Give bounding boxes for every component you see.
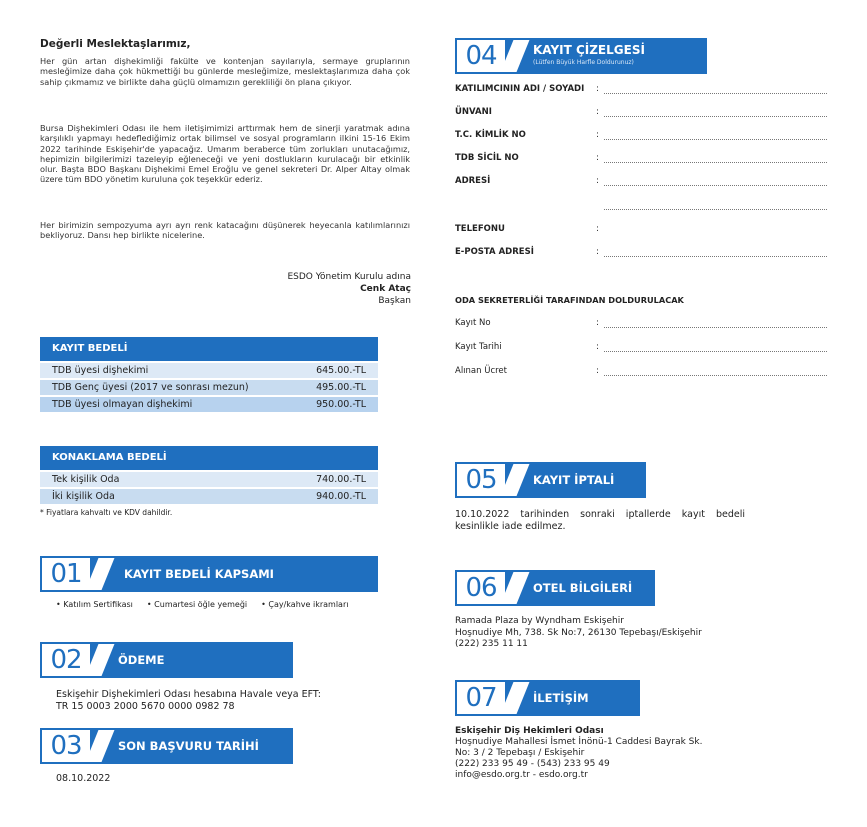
contact-address: Hoşnudiye Mahallesi İsmet İnönü-1 Caddesi Bayrak Sk. — [455, 737, 703, 747]
address-field[interactable] — [604, 185, 827, 186]
hotel-phone: (222) 235 11 11 — [455, 639, 528, 649]
section-number: 05 — [455, 462, 507, 498]
hotel-info — [455, 616, 702, 651]
office-section-title: ODA SEKRETERLİĞİ TARAFINDAN DOLDURULACAK — [455, 295, 684, 305]
list-item: • Cumartesi öğle yemeği — [146, 600, 248, 609]
greeting: Değerli Meslektaşlarımız, — [40, 38, 191, 50]
email-field[interactable] — [604, 256, 827, 257]
tdb-field[interactable] — [604, 162, 827, 163]
fee-price: 495.00.-TL — [316, 382, 366, 393]
form-row-address[interactable]: ADRESİ : — [455, 176, 827, 192]
section-04-banner — [455, 38, 707, 74]
deadline-date: 08.10.2022 — [56, 773, 111, 784]
field-label: Alınan Ücret — [455, 366, 507, 376]
hotel-address: Hoşnudiye Mh, 738. Sk No:7, 26130 Tepebaşı/Eskişehir — [455, 627, 702, 638]
registration-fee-title: KAYIT BEDELİ — [40, 337, 378, 361]
field-label: KATILIMCININ ADI / SOYADI — [455, 84, 585, 94]
signature-block — [287, 271, 411, 307]
table-row — [40, 472, 378, 487]
section-number: 01 — [40, 556, 92, 592]
section-title: OTEL BİLGİLERİ — [533, 581, 633, 595]
section-number: 07 — [455, 680, 507, 716]
section-number: 03 — [40, 728, 92, 764]
room-price: 940.00.-TL — [316, 491, 366, 502]
section-number: 04 — [455, 38, 507, 74]
field-label: Kayıt No — [455, 318, 491, 328]
letter-paragraph-3: Her birimizin sempozyuma ayrı ayrı renk katacağını düşünerek heyecanla katılımlarınızı bekliyoruz. Dansı hep birlikte nicelerine. — [40, 220, 410, 241]
section-title: KAYIT İPTALİ — [533, 473, 615, 487]
section-02-banner — [40, 642, 293, 678]
price-note: * Fiyatlara kahvaltı ve KDV dahildir. — [40, 508, 173, 517]
form-row-reg-date[interactable]: Kayıt Tarihi : — [455, 342, 827, 358]
contact-info — [455, 726, 702, 781]
room-price: 740.00.-TL — [316, 474, 366, 485]
fee-label: TDB üyesi olmayan dişhekimi — [52, 399, 193, 410]
iban: TR 15 0003 2000 5670 0000 0982 78 — [56, 701, 235, 712]
section-07-banner — [455, 680, 640, 716]
tc-field[interactable] — [604, 139, 827, 140]
table-row — [40, 363, 378, 378]
form-row-reg-no[interactable]: Kayıt No : — [455, 318, 827, 334]
fee-price: 950.00.-TL — [316, 399, 366, 410]
form-row-name[interactable]: KATILIMCININ ADI / SOYADI : — [455, 84, 827, 100]
list-item: • Çay/kahve ikramları — [261, 600, 349, 609]
contact-org: Eskişehir Diş Hekimleri Odası — [455, 726, 604, 736]
table-row — [40, 397, 378, 412]
contact-address-2: No: 3 / 2 Tepebaşı / Eskişehir — [455, 748, 585, 758]
payment-line: Eskişehir Dişhekimleri Odası hesabına Havale veya EFT: — [56, 689, 321, 700]
name-field[interactable] — [604, 93, 827, 94]
form-row-fee[interactable]: Alınan Ücret : — [455, 366, 827, 382]
section-subtitle: (Lütfen Büyük Harfle Doldurunuz) — [533, 59, 634, 66]
reg-date-field[interactable] — [604, 351, 827, 352]
field-label: E-POSTA ADRESİ — [455, 247, 534, 257]
section-05-banner — [455, 462, 646, 498]
form-row-email[interactable]: E-POSTA ADRESİ : — [455, 247, 827, 263]
accommodation-fee-title: KONAKLAMA BEDELİ — [40, 446, 378, 470]
letter-paragraph-2: Bursa Dişhekimleri Odası ile hem iletişimimizi arttırmak hem de sinerji yaratmak adına karşılıklı yapmayı hedeflediğimiz ortak bilimsel ve sosyal programların ilkini 15-16 Ekim 2022 tarihinde Eskişehir'de yapacağız. Umarım beraberce tüm zorlukları unutacağımız, hepimizin bilgilerimizi tazeleyip eğleneceği ve yeni dostlukların kurulacağı bir etkinlik olur. Başta BDO Başkanı Dişhekimi Emel Eroğlu ve genel sekreteri Dr. Alper Altay olmak üzere tüm BDO yönetim kuruluna çok teşekkür ederiz. — [40, 123, 410, 185]
field-label: TDB SİCİL NO — [455, 153, 519, 163]
section-title: İLETİŞİM — [533, 691, 589, 705]
fee-price: 645.00.-TL — [316, 365, 366, 376]
fee-label: TDB üyesi dişhekimi — [52, 365, 149, 376]
table-row — [40, 489, 378, 504]
coverage-list — [56, 600, 348, 609]
form-row-tdb[interactable]: TDB SİCİL NO : — [455, 153, 827, 169]
title-field[interactable] — [604, 116, 827, 117]
section-title: SON BAŞVURU TARİHİ — [118, 739, 259, 753]
field-label: ADRESİ — [455, 176, 491, 186]
accommodation-fee-table — [40, 446, 378, 517]
reg-no-field[interactable] — [604, 327, 827, 328]
section-number: 02 — [40, 642, 92, 678]
contact-email[interactable]: info@esdo.org.tr - esdo.org.tr — [455, 770, 588, 780]
form-row-tc[interactable]: T.C. KİMLİK NO : — [455, 130, 827, 146]
signature-name: Cenk Ataç — [360, 284, 411, 294]
section-title: KAYIT ÇİZELGESİ — [533, 43, 645, 57]
field-label: ÜNVANI — [455, 107, 492, 117]
hotel-name: Ramada Plaza by Wyndham Eskişehir — [455, 616, 624, 626]
signature-title: Başkan — [378, 296, 411, 306]
signature-line: ESDO Yönetim Kurulu adına — [287, 272, 411, 282]
form-row-title[interactable]: ÜNVANI : — [455, 107, 827, 123]
cancellation-text: 10.10.2022 tarihinden sonraki iptallerde kayıt bedeli kesinlikle iade edilmez. — [455, 509, 745, 532]
section-01-banner — [40, 556, 378, 592]
section-title: ÖDEME — [118, 653, 165, 667]
section-number: 06 — [455, 570, 507, 606]
fee-field[interactable] — [604, 375, 827, 376]
registration-fee-table — [40, 337, 378, 412]
address-field-2[interactable] — [604, 209, 827, 210]
list-item: • Katılım Sertifikası — [56, 600, 133, 609]
table-row — [40, 380, 378, 395]
letter-paragraph-1: Her gün artan dişhekimliği fakülte ve kontenjan sayılarıyla, sermaye gruplarının mesleğimize daha çok hükmettiği bu günlerde mesleğimize, meslektaşlarımıza daha çok sahip çıkmamız ve birlikte daha güçlü olmamızın gerekliliği ön plana çıkıyor. — [40, 56, 410, 87]
field-label: Kayıt Tarihi — [455, 342, 502, 352]
form-row-address-2[interactable] — [455, 200, 827, 216]
payment-info — [56, 689, 321, 713]
field-label: T.C. KİMLİK NO — [455, 130, 526, 140]
room-label: İki kişilik Oda — [52, 491, 115, 502]
form-row-phone[interactable]: TELEFONU : — [455, 224, 599, 234]
contact-phone: (222) 233 95 49 - (543) 233 95 49 — [455, 759, 610, 769]
section-06-banner — [455, 570, 655, 606]
section-title: KAYIT BEDELİ KAPSAMI — [124, 567, 274, 581]
section-03-banner — [40, 728, 293, 764]
field-label: TELEFONU — [455, 224, 505, 234]
room-label: Tek kişilik Oda — [52, 474, 120, 485]
fee-label: TDB Genç üyesi (2017 ve sonrası mezun) — [52, 382, 249, 393]
